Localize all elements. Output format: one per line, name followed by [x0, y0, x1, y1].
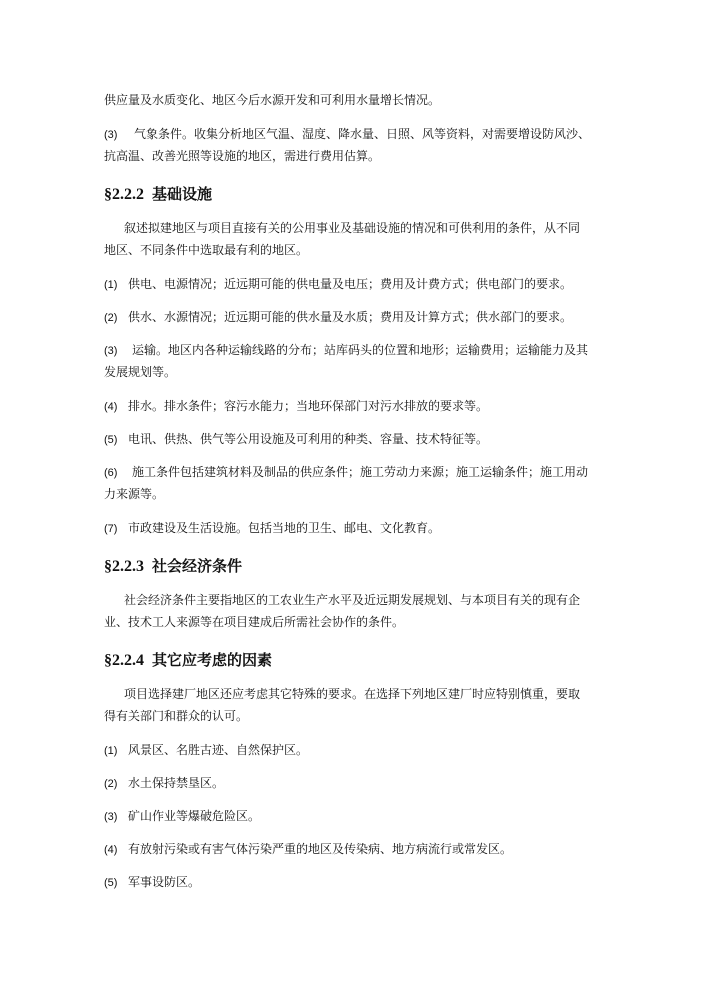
- list-item: (3) 气象条件。收集分析地区气温、湿度、降水量、日照、风等资料，对需要增设防风沙、: [104, 127, 591, 141]
- list-item: (7) 市政建设及生活设施。包括当地的卫生、邮电、文化教育。: [104, 521, 441, 535]
- section-number: §2.2.4: [104, 652, 144, 669]
- paragraph-line: 业、技术工人来源等在项目建成后所需社会协作的条件。: [104, 615, 405, 629]
- section-number: §2.2.2: [104, 186, 144, 203]
- list-item-continuation: 抗高温、改善光照等设施的地区，需进行费用估算。: [104, 149, 381, 163]
- list-item-number: (3): [104, 345, 118, 357]
- paragraph-line: 得有关部门和群众的认可。: [104, 709, 249, 723]
- section-heading: [104, 184, 212, 205]
- section-title: 其它应考虑的因素: [152, 651, 273, 669]
- list-item: (4) 排水。排水条件；容污水能力；当地环保部门对污水排放的要求等。: [104, 399, 489, 413]
- list-item-number: (5): [104, 434, 118, 446]
- paragraph-line: 项目选择建厂地区还应考虑其它特殊的要求。在选择下列地区建厂时应特别慎重，要取: [124, 687, 581, 701]
- list-item: (5) 军事设防区。: [104, 875, 201, 889]
- list-item-continuation: 发展规划等。: [104, 365, 177, 379]
- list-item-continuation: 力来源等。: [104, 487, 165, 501]
- list-item: (5) 电讯、供热、供气等公用设施及可利用的种类、容量、技术特征等。: [104, 432, 489, 446]
- section-heading: [104, 556, 242, 577]
- paragraph-line: 供应量及水质变化、地区今后水源开发和可利用水量增长情况。: [104, 93, 441, 107]
- list-item-number: (4): [104, 401, 118, 413]
- list-item: (1) 供电、电源情况；近远期可能的供电量及电压；费用及计费方式；供电部门的要求。: [104, 277, 573, 291]
- list-item: (4) 有放射污染或有害气体污染严重的地区及传染病、地方病流行或常发区。: [104, 842, 513, 856]
- paragraph-line: 地区、不同条件中选取最有利的地区。: [104, 243, 309, 257]
- list-item: (3) 矿山作业等爆破危险区。: [104, 809, 261, 823]
- list-item-number: (5): [104, 877, 118, 889]
- section-number: §2.2.3: [104, 558, 144, 575]
- list-item-number: (2): [104, 778, 118, 790]
- list-item: (2) 供水、水源情况；近远期可能的供水量及水质；费用及计算方式；供水部门的要求。: [104, 310, 573, 324]
- paragraph-line: 社会经济条件主要指地区的工农业生产水平及近远期发展规划、与本项目有关的现有企: [124, 593, 581, 607]
- list-item-number: (3): [104, 129, 118, 141]
- section-title: 社会经济条件: [152, 557, 243, 575]
- list-item: (6) 施工条件包括建筑材料及制品的供应条件；施工劳动力来源；施工运输条件；施工用动: [104, 465, 589, 479]
- list-item-number: (6): [104, 467, 118, 479]
- list-item-number: (2): [104, 312, 118, 324]
- section-title: 基础设施: [152, 185, 213, 203]
- section-heading: [104, 650, 272, 671]
- list-item: (2) 水土保持禁垦区。: [104, 776, 225, 790]
- list-item-number: (3): [104, 811, 118, 823]
- paragraph-line: 叙述拟建地区与项目直接有关的公用事业及基础设施的情况和可供利用的条件，从不同: [124, 221, 581, 235]
- list-item-number: (4): [104, 844, 118, 856]
- list-item: (3) 运输。地区内各种运输线路的分布；站库码头的位置和地形；运输费用；运输能力及其: [104, 343, 589, 357]
- list-item-number: (1): [104, 279, 118, 291]
- list-item-number: (1): [104, 745, 118, 757]
- list-item: (1) 风景区、名胜古迹、自然保护区。: [104, 743, 309, 757]
- list-item-number: (7): [104, 523, 118, 535]
